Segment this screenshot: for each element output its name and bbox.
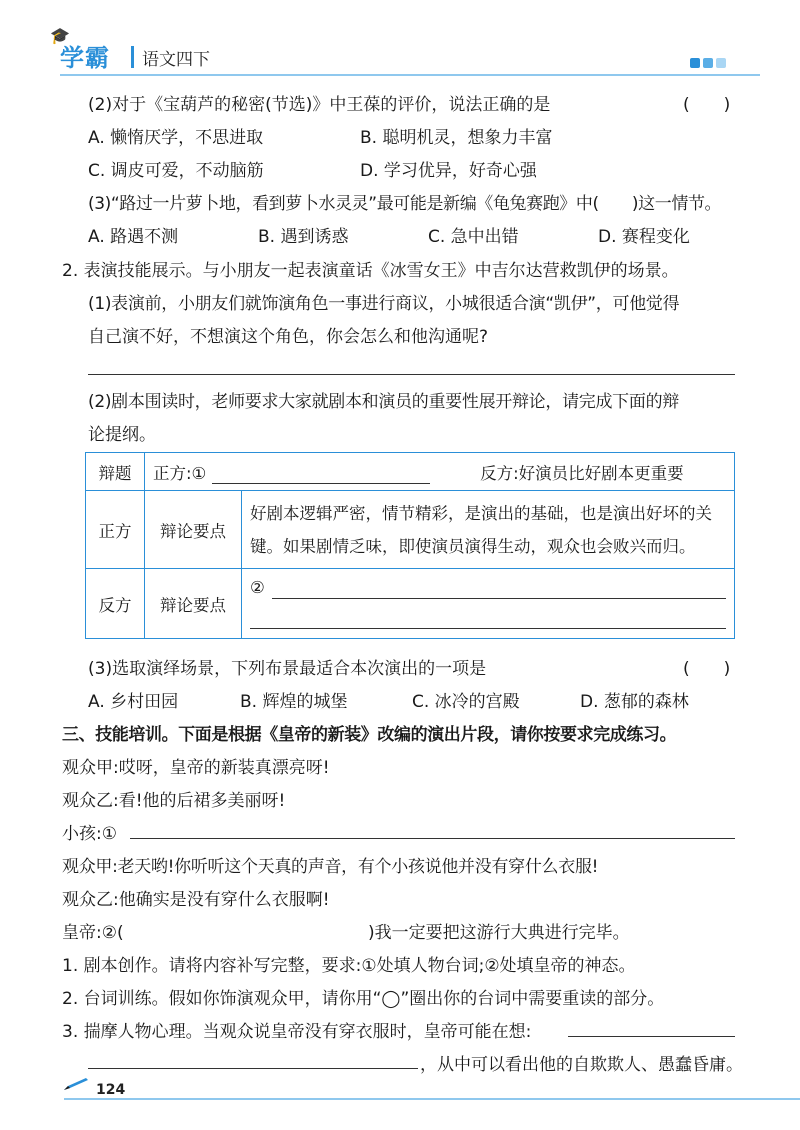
option-a[interactable]: A. 懒惰厌学，不思进取 <box>88 128 264 148</box>
answer-line[interactable] <box>250 628 726 629</box>
answer-line[interactable] <box>272 598 726 599</box>
header-divider <box>131 46 134 68</box>
question-text: 自己演不好，不想演这个角色，你会怎么和他沟通呢? <box>88 327 489 347</box>
question-text: (2)剧本围读时，老师要求大家就剧本和演员的重要性展开辩论，请完成下面的辩 <box>88 392 679 412</box>
pro-topic-blank[interactable] <box>212 465 430 484</box>
pencil-icon <box>64 1078 90 1092</box>
answer-line[interactable] <box>88 374 735 375</box>
option-d[interactable]: D. 赛程变化 <box>598 227 690 247</box>
option-c[interactable]: C. 冰冷的宫殿 <box>412 692 520 712</box>
script-line: 小孩:① <box>62 824 117 844</box>
question-stem: (3)选取演绎场景，下列布景最适合本次演出的一项是 <box>88 659 487 679</box>
task-2: 2. 台词训练。假如你饰演观众甲，请你用“◯”圈出你的台词中需要重读的部分。 <box>62 989 665 1009</box>
pro-topic-prefix: 正方:① <box>153 463 207 483</box>
con-side-label: 反方 <box>86 569 145 639</box>
con-points-cell <box>242 569 735 639</box>
option-c[interactable]: C. 急中出错 <box>428 227 519 247</box>
script-line: 皇帝:②( <box>62 923 124 943</box>
logo-text: 学霸 <box>60 44 110 72</box>
answer-line[interactable] <box>88 1068 418 1069</box>
topic-cell <box>145 453 735 491</box>
page-number: 124 <box>96 1082 126 1098</box>
pro-point-text: 好剧本逻辑严密，情节精彩，是演出的基础，也是演出好坏的关 <box>250 503 712 523</box>
script-line: 观众甲:老天哟!你听听这个天真的声音，有个小孩说他并没有穿什么衣服! <box>62 857 599 877</box>
script-line: 观众乙:看!他的后裙多美丽呀! <box>62 791 286 811</box>
footer-rule <box>64 1098 800 1100</box>
decor-square-icon <box>690 58 700 68</box>
pro-points-cell <box>242 491 735 569</box>
script-line: 观众甲:哎呀，皇帝的新装真漂亮呀! <box>62 758 330 778</box>
page-header <box>0 0 800 82</box>
book-title: 语文四下 <box>142 50 210 70</box>
task-1: 1. 剧本创作。请将内容补写完整，要求:①处填人物台词;②处填皇帝的神态。 <box>62 956 636 976</box>
answer-line[interactable] <box>130 838 735 839</box>
option-b[interactable]: B. 聪明机灵，想象力丰富 <box>360 128 553 148</box>
answer-line[interactable] <box>568 1036 735 1037</box>
option-d[interactable]: D. 学习优异，好奇心强 <box>360 161 537 181</box>
option-b[interactable]: B. 遇到诱惑 <box>258 227 349 247</box>
question-text: 论提纲。 <box>88 425 156 445</box>
question-stem: (3)“路过一片萝卜地，看到萝卜水灵灵”最可能是新编《龟兔赛跑》中( )这一情节。 <box>88 194 722 214</box>
blank-marker: ② <box>250 577 265 597</box>
question-stem: (2)对于《宝葫芦的秘密(节选)》中王葆的评价，说法正确的是 <box>88 95 551 115</box>
section-3-title: 三、技能培训。下面是根据《皇帝的新装》改编的演出片段，请你按要求完成练习。 <box>62 725 677 745</box>
decor-square-icon <box>703 58 713 68</box>
decor-square-icon <box>716 58 726 68</box>
script-line: )我一定要把这游行大典进行完毕。 <box>368 923 630 943</box>
task-3: 3. 揣摩人物心理。当观众说皇帝没有穿衣服时，皇帝可能在想: <box>62 1022 532 1042</box>
option-d[interactable]: D. 葱郁的森林 <box>580 692 689 712</box>
con-points-label: 辩论要点 <box>145 569 242 639</box>
answer-paren[interactable]: ( ) <box>683 95 731 115</box>
task-3-continuation: ，从中可以看出他的自欺欺人、愚蠢昏庸。 <box>420 1055 743 1075</box>
option-b[interactable]: B. 辉煌的城堡 <box>240 692 348 712</box>
pro-point-text: 键。如果剧情乏味，即使演员演得生动，观众也会败兴而归。 <box>250 536 696 556</box>
script-line: 观众乙:他确实是没有穿什么衣服啊! <box>62 890 330 910</box>
answer-paren[interactable]: ( ) <box>683 659 731 679</box>
question-2-stem: 2. 表演技能展示。与小朋友一起表演童话《冰雪女王》中吉尔达营救凯伊的场景。 <box>62 261 679 281</box>
pro-side-label: 正方 <box>86 491 145 569</box>
option-c[interactable]: C. 调皮可爱，不动脑筋 <box>88 161 264 181</box>
option-a[interactable]: A. 路遇不测 <box>88 227 179 247</box>
question-text: (1)表演前，小朋友们就饰演角色一事进行商议，小城很适合演“凯伊”，可他觉得 <box>88 294 680 314</box>
header-rule <box>60 74 760 76</box>
debate-outline-table <box>85 452 735 639</box>
pro-points-label: 辩论要点 <box>145 491 242 569</box>
graduation-cap-icon: 🎓 <box>50 26 71 45</box>
logo <box>50 26 110 73</box>
topic-label: 辩题 <box>86 453 145 491</box>
con-topic: 反方:好演员比好剧本更重要 <box>480 463 684 483</box>
option-a[interactable]: A. 乡村田园 <box>88 692 179 712</box>
